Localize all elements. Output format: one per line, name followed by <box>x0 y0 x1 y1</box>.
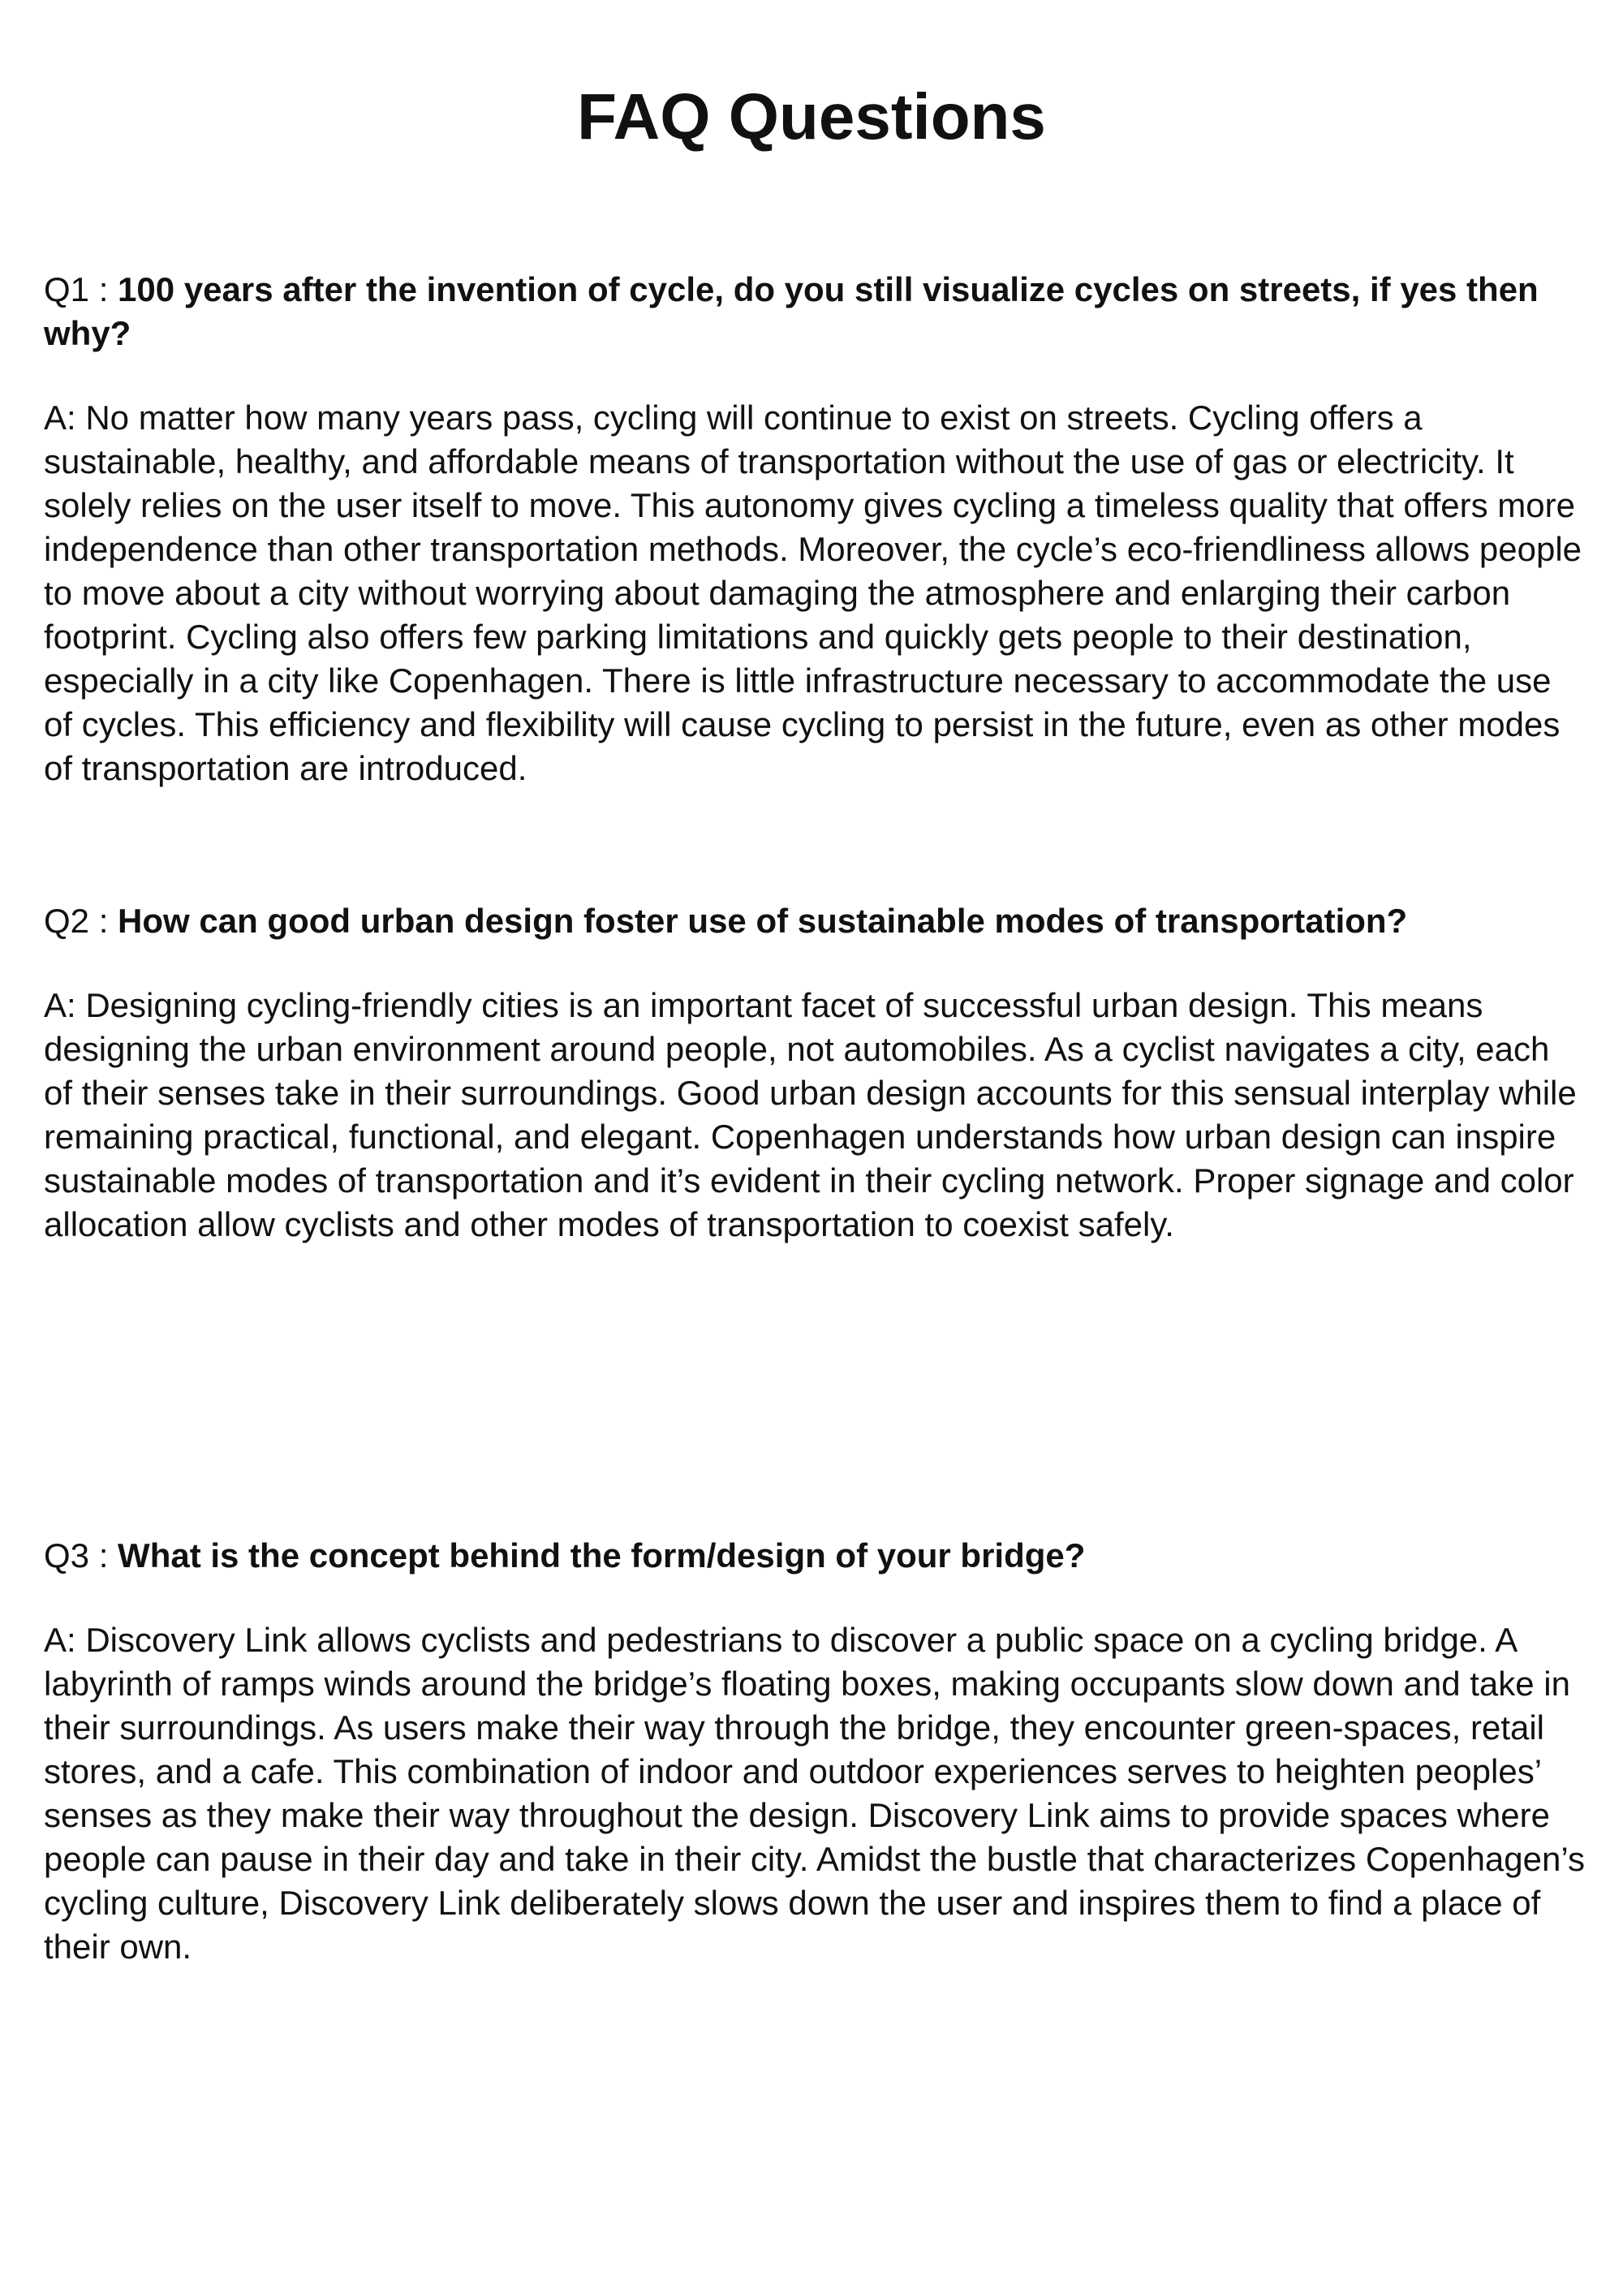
question-text: 100 years after the invention of cycle, do you still visualize cycles on streets, if yes then why? <box>44 270 1539 352</box>
faq-question <box>44 268 1586 355</box>
faq-question <box>44 1534 1586 1578</box>
faq-answer: A: Designing cycling-friendly cities is an important facet of successful urban design. This means designing the urban environment around people, not automobiles. As a cyclist navigates a city, each of their senses take in their surroundings. Good urban design accounts for this sensual interplay while remaining practical, functional, and elegant. Copenhagen understands how urban design can inspire sustainable modes of transportation and it’s evident in their cycling network. Proper signage and color allocation allow cyclists and other modes of transportation to coexist safely. <box>44 986 1577 1243</box>
question-label: Q1 : <box>44 270 118 308</box>
question-label: Q3 : <box>44 1536 118 1574</box>
question-label: Q2 : <box>44 902 118 940</box>
question-text: What is the concept behind the form/design of your bridge? <box>118 1536 1086 1574</box>
page-title: FAQ Questions <box>577 80 1046 153</box>
faq-question <box>44 899 1586 943</box>
faq-item-2 <box>44 899 1586 1247</box>
faq-answer: A: Discovery Link allows cyclists and pedestrians to discover a public space on a cycling bridge. A labyrinth of ramps winds around the bridge’s floating boxes, making occupants slow down and take in their surroundings. As users make their way through the bridge, they encounter green-spaces, retail stores, and a cafe. This combination of indoor and outdoor experiences serves to heighten peoples’ senses as they make their way throughout the design. Discovery Link aims to provide spaces where people can pause in their day and take in their city. Amidst the bustle that characterizes Copenhagen’s cycling culture, Discovery Link deliberately slows down the user and inspires them to find a place of their own. <box>44 1621 1585 1966</box>
question-text: How can good urban design foster use of sustainable modes of transportation? <box>118 902 1408 940</box>
faq-answer: A: No matter how many years pass, cycling will continue to exist on streets. Cycling offers a sustainable, healthy, and affordable means of transportation without the use of gas or electricity. It solely relies on the user itself to move. This autonomy gives cycling a timeless quality that offers more independence than other transportation methods. Moreover, the cycle’s eco-friendliness allows people to move about a city without worrying about damaging the atmosphere and enlarging their carbon footprint. Cycling also offers few parking limitations and quickly gets people to their destination, especially in a city like Copenhagen. There is little infrastructure necessary to accommodate the use of cycles. This efficiency and flexibility will cause cycling to persist in the future, even as other modes of transportation are introduced. <box>44 398 1582 787</box>
faq-item-1 <box>44 268 1586 790</box>
faq-item-3 <box>44 1534 1586 1969</box>
